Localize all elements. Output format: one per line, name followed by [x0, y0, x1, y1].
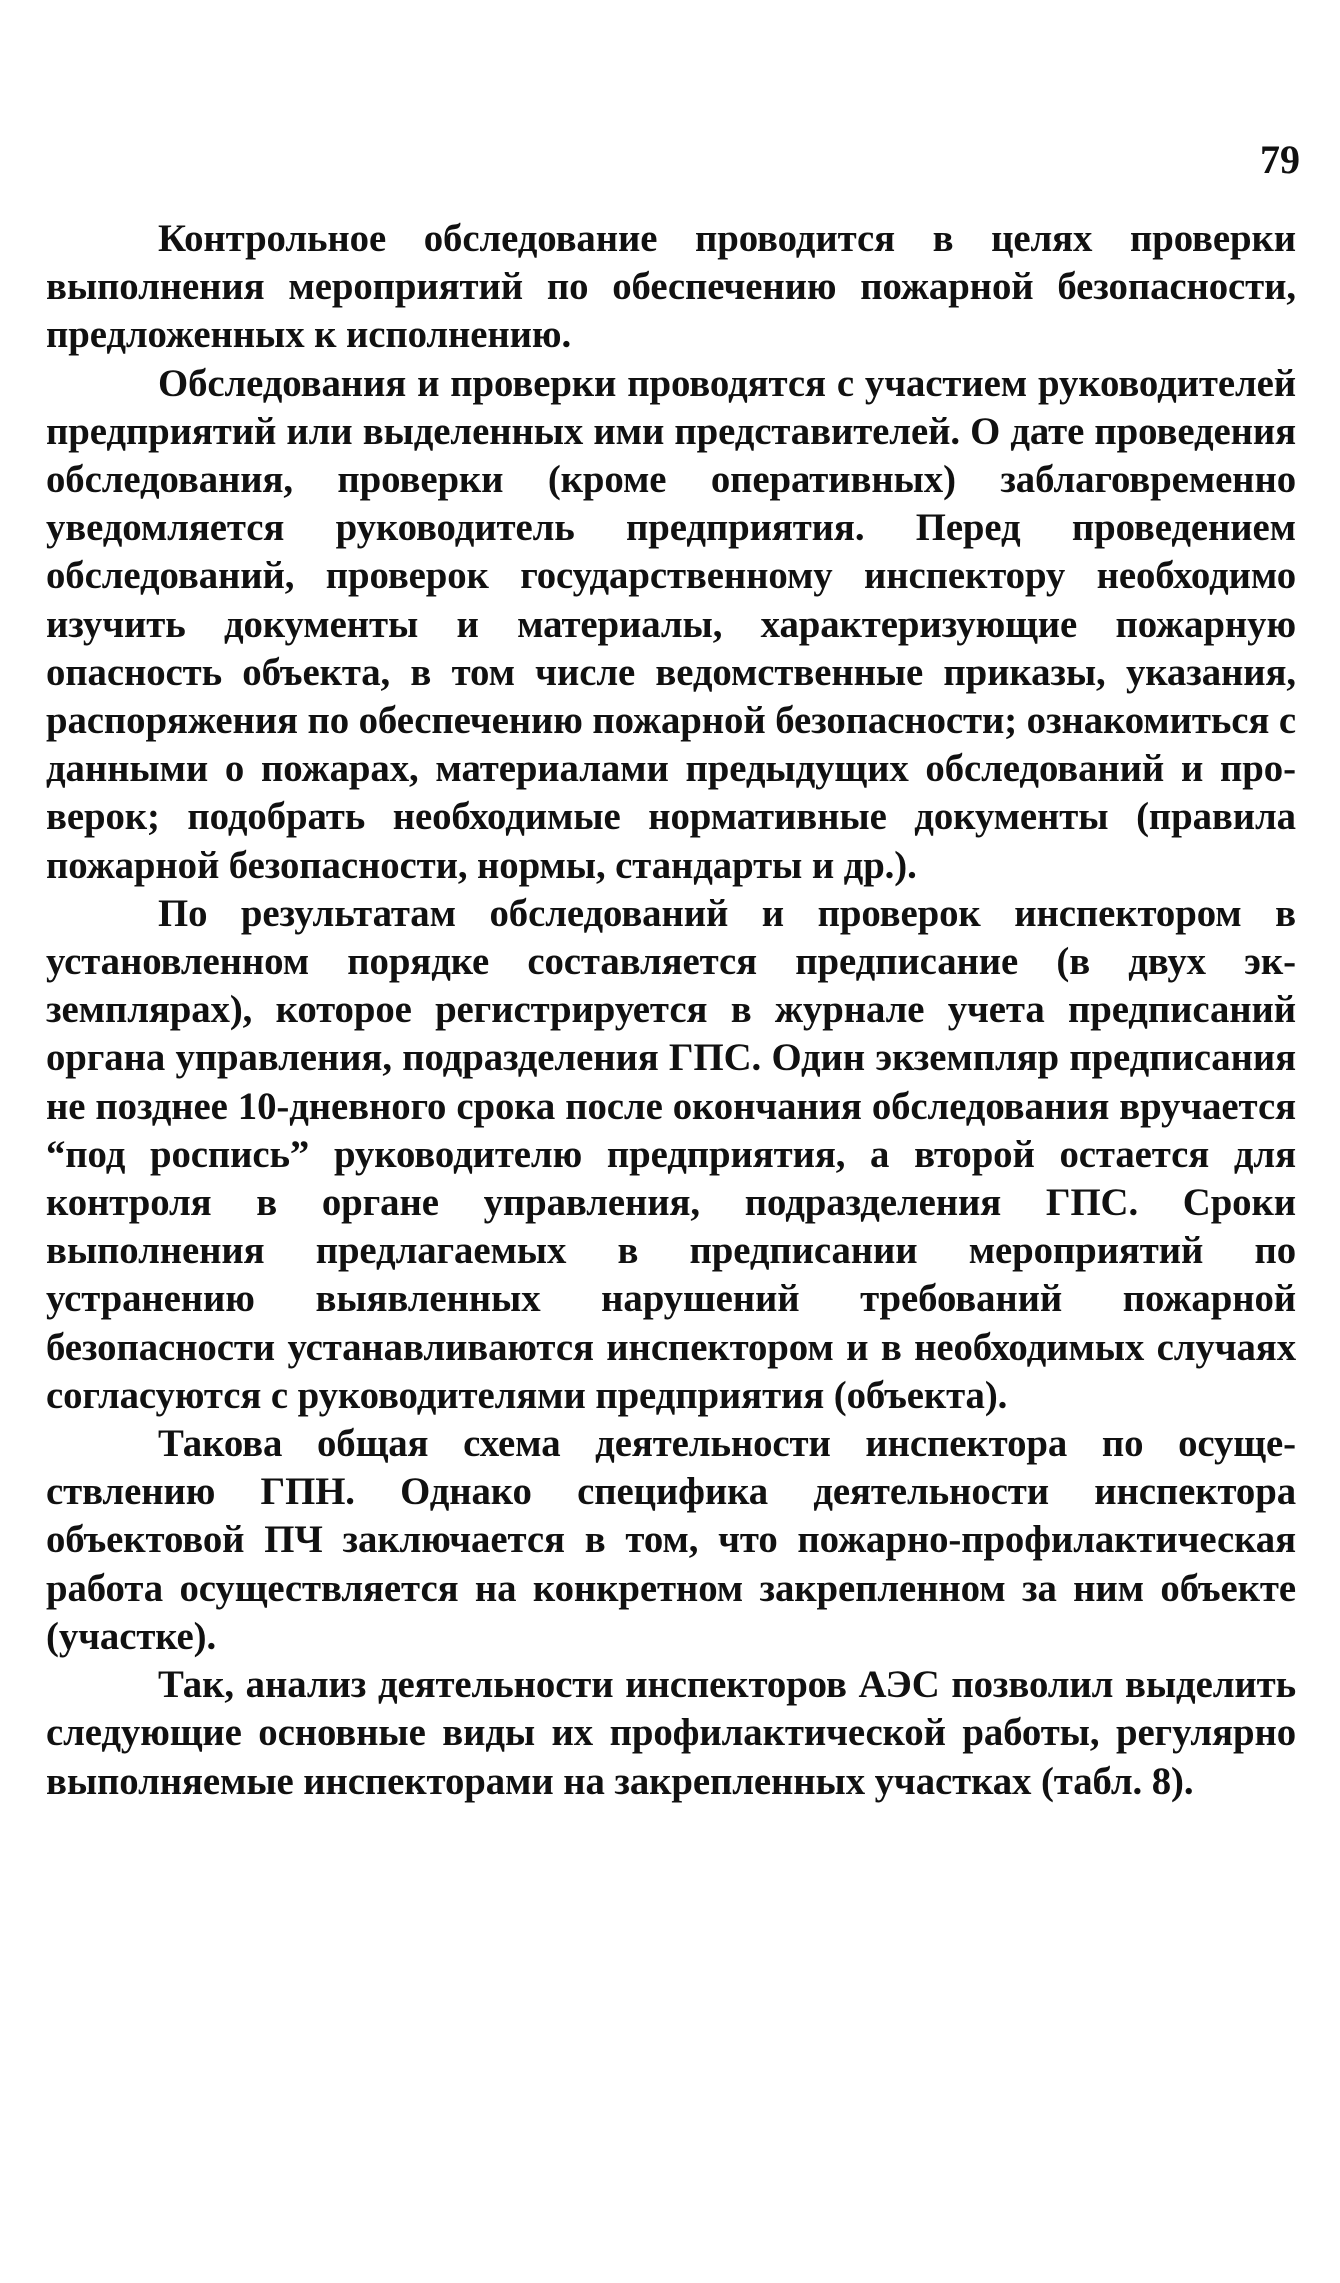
- paragraph-aes-analysis: Так, анализ деятельности инспекторов АЭС позволил выделить следующие основные виды их профилактической работы, регулярно выполняемые инспекторами на закрепленных участках (табл. 8).: [46, 1663, 1296, 1803]
- paragraph-control-inspection: Контрольное обследование проводится в целях проверки выполнения мероприятий по обеспечению пожарной безопасности, предложенных к исполнению.: [46, 217, 1296, 357]
- paragraph-inspections-procedure: Обследования и проверки проводятся с участием руководителей предприятий или выделенных ими представителей. О дате проведения обследования, проверки (кроме оперативных) заблаговременно уведомляется руководитель предприятия. Перед проведением обследований, проверок государственному инспектору необходимо изучить документы и материалы, характеризующие пожарную опасность объекта, в том числе ведомственные приказы, указания, распоряжения по обеспечению пожарной безопасности; ознакомиться с данными о пожарах, материалами предыдущих обследований и проверок; подобрать необходимые нормативные документы (правила пожарной безопасности, нормы, стандарты и др.).: [46, 361, 1296, 887]
- page-number: 79: [1260, 137, 1300, 182]
- paragraph-prescription: По результатам обследований и проверок инспектором в установленном порядке составляется предписание (в двух экземплярах), которое регистрируется в журнале учета предписаний органа управления, подразделения ГПС. Один экземпляр предписания не позднее 10-дневного срока после окончания обследования вручается “под роспись” руководителю предприятия, а второй остается для контроля в органе управления, подразделения ГПС. Сроки выполнения предлагаемых в предписании мероприятий по устранению выявленных нарушений требований пожарной безопасности устанавливаются инспектором и в необходимых случаях согласуются с руководителями предприятия (объекта).: [46, 891, 1296, 1417]
- paragraph-general-scheme: Такова общая схема деятельности инспектора по осуществлению ГПН. Однако специфика деятельности инспектора объектовой ПЧ заключается в том, что пожарно-профилактическая работа осуществляется на конкретном закрепленном за ним объекте (участке).: [46, 1422, 1296, 1658]
- body-text: [46, 215, 1296, 1806]
